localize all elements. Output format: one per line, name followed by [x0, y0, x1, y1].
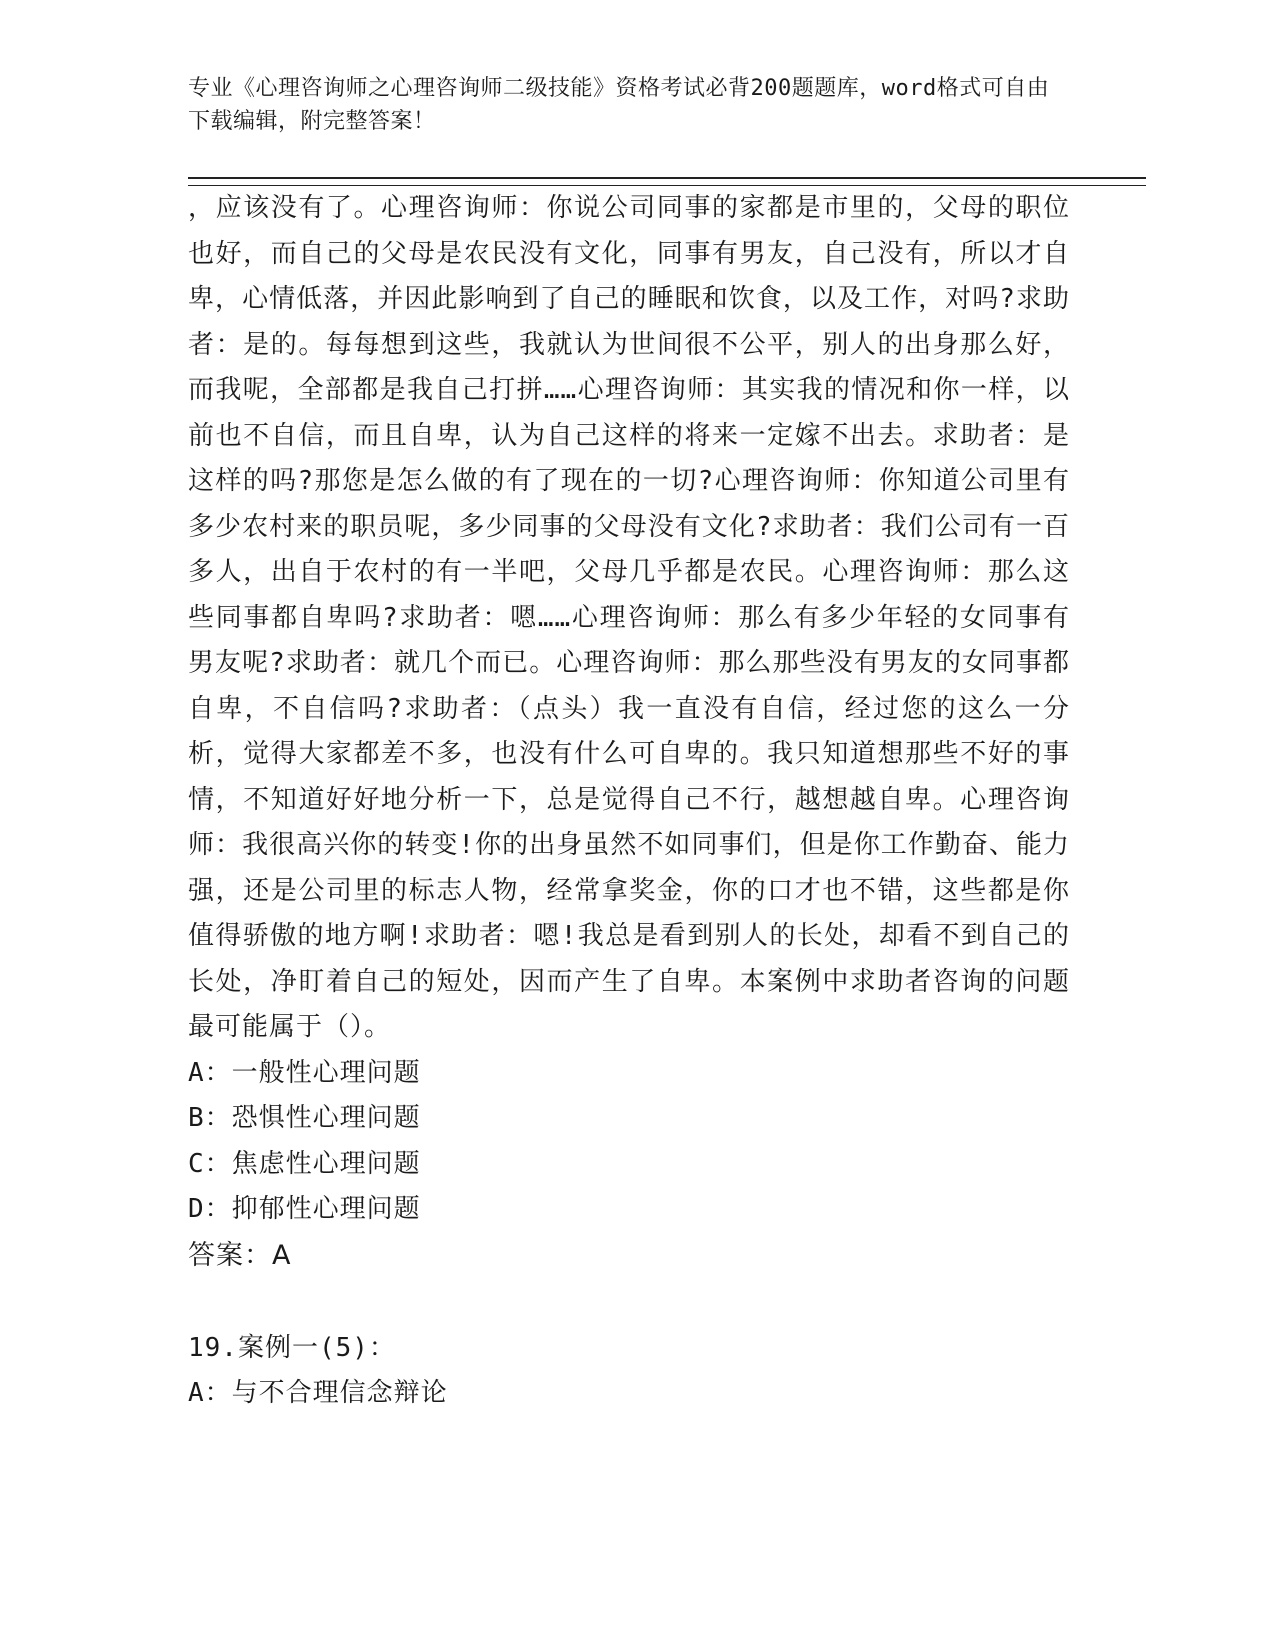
- question-18-option-b: B：恐惧性心理问题: [188, 1103, 421, 1133]
- document-body: [188, 186, 1070, 1417]
- question-19-title: 19.案例一(5)：: [188, 1332, 396, 1363]
- question-19-option-a: A：与不合理信念辩论: [188, 1378, 448, 1408]
- question-18-text: ，应该没有了。心理咨询师：你说公司同事的家都是市里的，父母的职位也好，而自己的父母是农民没有文化，同事有男友，自己没有，所以才自卑，心情低落，并因此影响到了自己的睡眠和饮食，以及工作，对吗?求助者：是的。每每想到这些，我就认为世间很不公平，别人的出身那么好，而我呢，全部都是我自己打拼……心理咨询师：其实我的情况和你一样，以前也不自信，而且自卑，认为自己这样的将来一定嫁不出去。求助者：是这样的吗?那您是怎么做的有了现在的一切?心理咨询师：你知道公司里有多少农村来的职员呢，多少同事的父母没有文化?求助者：我们公司有一百多人，出自于农村的有一半吧，父母几乎都是农民。心理咨询师：那么这些同事都自卑吗?求助者：嗯……心理咨询师：那么有多少年轻的女同事有男友呢?求助者：就几个而已。心理咨询师：那么那些没有男友的女同事都自卑，不自信吗?求助者：（点头）我一直没有自信，经过您的这么一分析，觉得大家都差不多，也没有什么可自卑的。我只知道想那些不好的事情，不知道好好地分析一下，总是觉得自己不行，越想越自卑。心理咨询师：我很高兴你的转变!你的出身虽然不如同事们，但是你工作勤奋、能力强，还是公司里的标志人物，经常拿奖金，你的口才也不错，这些都是你值得骄傲的地方啊!求助者：嗯!我总是看到别人的长处，却看不到自己的长处，净盯着自己的短处，因而产生了自卑。本案例中求助者咨询的问题最可能属于（）。: [188, 193, 1070, 1042]
- question-spacer: [188, 1279, 1070, 1326]
- document-header: [188, 72, 1068, 138]
- header-title: 专业《心理咨询师之心理咨询师二级技能》资格考试必背200题题库，word格式可自由下载编辑，附完整答案！: [188, 76, 1050, 134]
- question-18-option-a: A：一般性心理问题: [188, 1057, 421, 1088]
- question-18-answer: 答案：A: [188, 1239, 292, 1271]
- header-divider: [188, 177, 1146, 186]
- question-18-option-c: C：焦虑性心理问题: [188, 1148, 421, 1179]
- question-18-option-d: D：抑郁性心理问题: [188, 1194, 421, 1224]
